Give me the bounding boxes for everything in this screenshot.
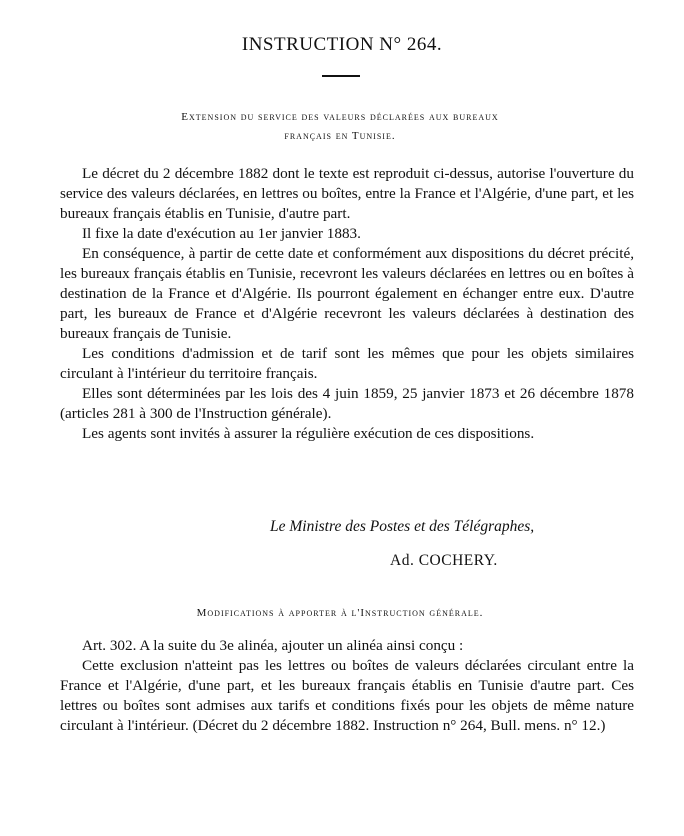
instruction-body <box>60 164 634 444</box>
section-heading-line-1: Extension du service des valeurs déclarées aux bureaux <box>181 111 499 123</box>
paragraph-agents: Les agents sont invités à assurer la régulière exécution de ces dispositions. <box>82 425 535 442</box>
article-body: Cette exclusion n'atteint pas les lettres ou boîtes de valeurs déclarées circulant entre la France et l'Algérie, d'une part, et les bureaux français établis en Tunisie d'autre part. Ces lettres ou boîtes sont admises aux tarifs et conditions fixés pour les objets de même nature circulant à l'intérieur. (Décret du 2 décembre 1882. Instruction n° 264, Bull. mens. n° 12.) <box>60 657 634 734</box>
section-heading-modifications: Modifications à apporter à l'Instruction générale. <box>196 607 484 619</box>
paragraph-conditions: Les conditions d'admission et de tarif sont les mêmes que pour les objets similaires circulant à l'intérieur du territoire français. <box>60 345 634 382</box>
paragraph-consequence: En conséquence, à partir de cette date et conformément aux dispositions du décret précité, les bureaux français établis en Tunisie, recevront les valeurs déclarées en lettres ou en boîtes à destination de la France et d'Algérie. Ils pourront également en échanger entre eux. D'autre part, les bureaux de France et d'Algérie recevront les valeurs déclarées à destination des bureaux français de Tunisie. <box>60 245 634 342</box>
section-heading-extension <box>90 108 590 146</box>
article-intro: Art. 302. A la suite du 3e alinéa, ajouter un alinéa ainsi conçu : <box>82 637 464 654</box>
section-heading-line-2: français en Tunisie. <box>284 130 396 142</box>
signature-name: Ad. COCHERY. <box>390 552 498 569</box>
title-divider <box>322 75 360 77</box>
signature-minister: Le Ministre des Postes et des Télégraphes, <box>270 518 535 535</box>
paragraph-laws: Elles sont déterminées par les lois des 4 juin 1859, 25 janvier 1873 et 26 décembre 1878 (articles 281 à 300 de l'Instruction générale). <box>60 385 634 422</box>
paragraph-date: Il fixe la date d'exécution au 1er janvier 1883. <box>82 225 361 242</box>
instruction-title: INSTRUCTION N° 264. <box>241 34 443 55</box>
paragraph-decree: Le décret du 2 décembre 1882 dont le texte est reproduit ci-dessus, autorise l'ouverture du service des valeurs déclarées, en lettres ou boîtes, entre la France et l'Algérie, d'une part, et les bureaux français établis en Tunisie, d'autre part. <box>60 165 634 222</box>
article-302 <box>60 636 634 736</box>
